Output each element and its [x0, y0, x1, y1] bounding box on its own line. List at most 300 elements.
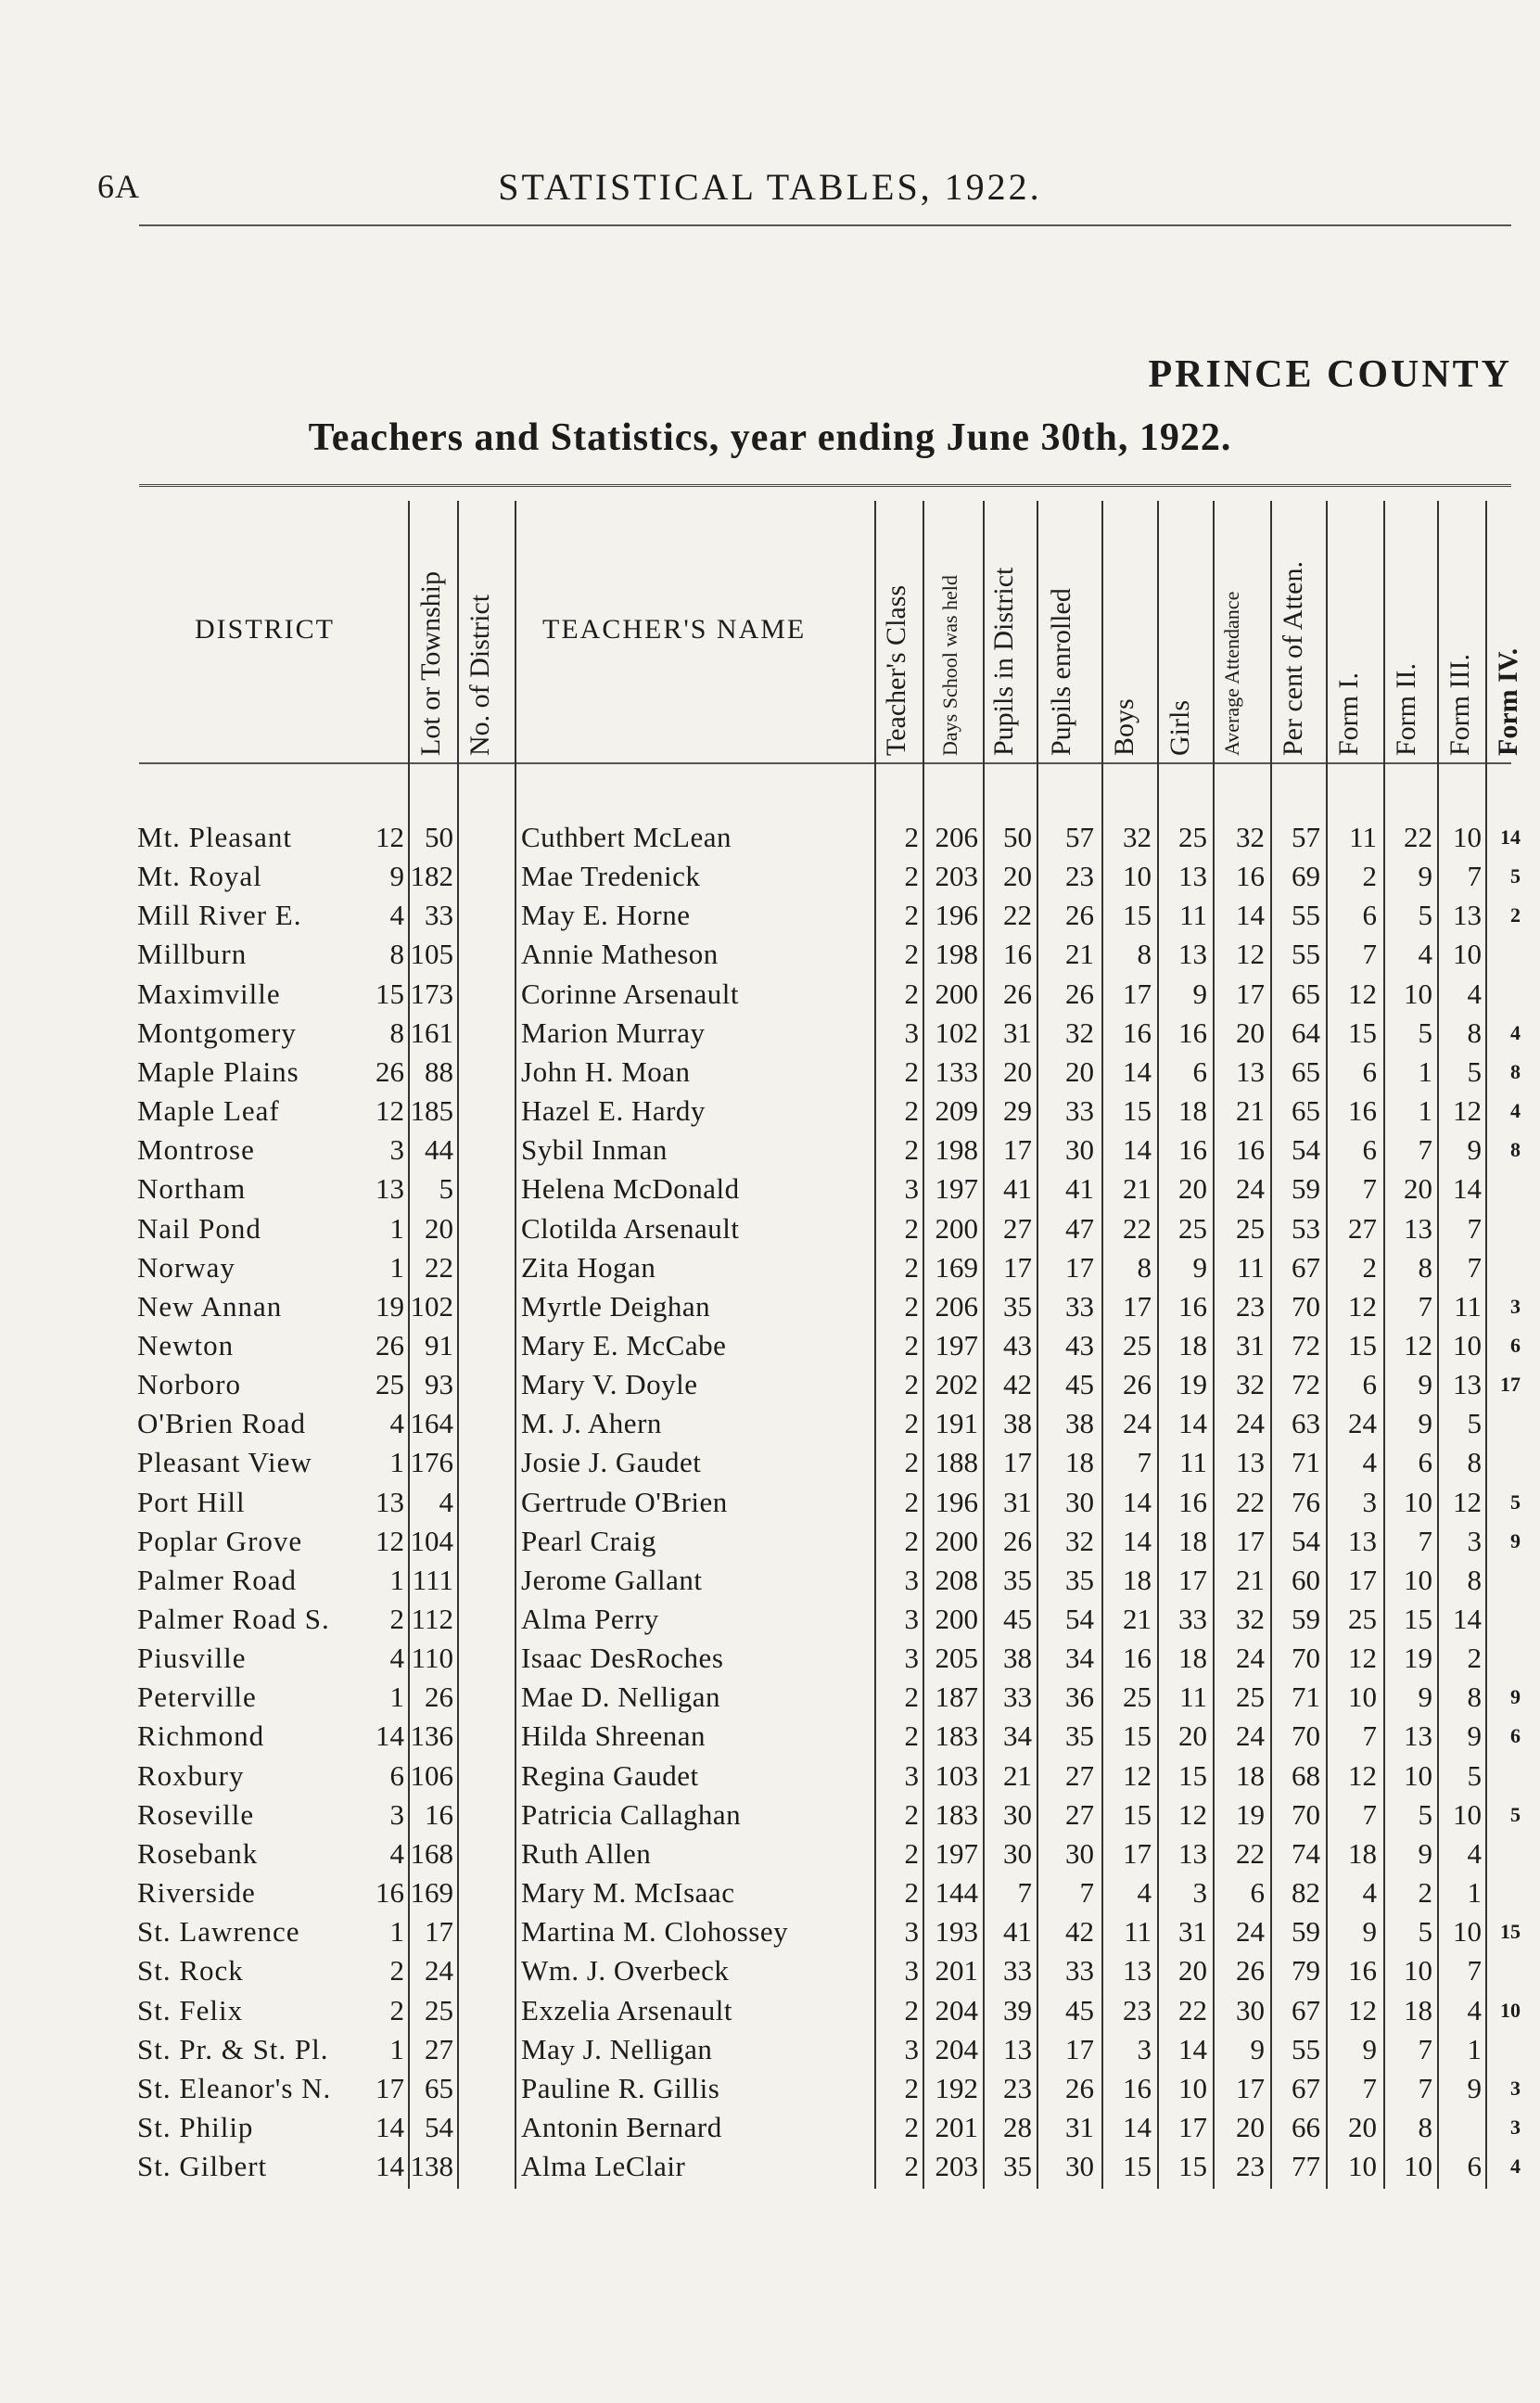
- cell-f2: 5: [1418, 1915, 1432, 1948]
- cell-pct: 67: [1292, 1994, 1320, 2026]
- cell-pupils: 43: [1003, 1329, 1032, 1361]
- cell-enrolled: 47: [1065, 1212, 1094, 1245]
- cell-avg: 24: [1236, 1719, 1265, 1752]
- cell-no: 164: [410, 1407, 453, 1439]
- cell-f1: 10: [1348, 1681, 1377, 1713]
- table-row: [0, 975, 1540, 1014]
- cell-days: 198: [935, 938, 978, 970]
- cell-f3: 4: [1467, 1994, 1482, 2026]
- cell-f2: 7: [1418, 1290, 1432, 1323]
- cell-class: 2: [904, 1798, 919, 1831]
- cell-avg: 24: [1236, 1915, 1265, 1948]
- cell-girls: 18: [1178, 1642, 1207, 1674]
- cell-f4: 2: [1510, 903, 1521, 927]
- cell-avg: 24: [1236, 1642, 1265, 1674]
- cell-pupils: 22: [1003, 899, 1032, 931]
- cell-pupils: 17: [1003, 1251, 1032, 1284]
- cell-f1: 20: [1348, 2111, 1377, 2143]
- cell-boys: 8: [1137, 938, 1152, 970]
- cell-avg: 17: [1236, 978, 1265, 1010]
- cell-teacher: Regina Gaudet: [521, 1759, 699, 1792]
- cell-pct: 67: [1292, 1251, 1320, 1284]
- cell-pupils: 31: [1003, 1016, 1032, 1049]
- cell-pct: 67: [1292, 2072, 1320, 2104]
- cell-f3: 7: [1467, 1212, 1482, 1245]
- cell-pct: 59: [1292, 1603, 1320, 1635]
- cell-lot: 9: [389, 860, 404, 892]
- cell-girls: 17: [1178, 1564, 1207, 1596]
- cell-enrolled: 41: [1065, 1172, 1094, 1205]
- cell-no: 4: [439, 1486, 453, 1518]
- cell-enrolled: 26: [1065, 978, 1094, 1010]
- cell-days: 201: [935, 1954, 978, 1987]
- cell-boys: 17: [1123, 978, 1152, 1010]
- cell-girls: 12: [1178, 1798, 1207, 1831]
- cell-district: Nail Pond: [137, 1212, 261, 1245]
- cell-district: St. Philip: [137, 2111, 254, 2143]
- cell-f3: 4: [1467, 1837, 1482, 1870]
- cell-f3: 10: [1453, 938, 1482, 970]
- cell-pupils: 30: [1003, 1837, 1032, 1870]
- table-row: [0, 935, 1540, 974]
- header-form3: Form III.: [1445, 654, 1475, 756]
- table-row: [0, 2030, 1540, 2069]
- cell-lot: 12: [375, 1525, 404, 1557]
- cell-pupils: 41: [1003, 1915, 1032, 1948]
- cell-pct: 70: [1292, 1719, 1320, 1752]
- cell-f4: 3: [1510, 2077, 1521, 2100]
- cell-f2: 7: [1418, 2072, 1432, 2104]
- cell-class: 2: [904, 860, 919, 892]
- cell-teacher: Mae Tredenick: [521, 860, 701, 892]
- cell-lot: 14: [375, 2150, 404, 2182]
- cell-boys: 14: [1123, 2111, 1152, 2143]
- cell-enrolled: 33: [1065, 1954, 1094, 1987]
- cell-girls: 15: [1178, 1759, 1207, 1792]
- cell-district: Port Hill: [137, 1486, 246, 1518]
- cell-pupils: 29: [1003, 1094, 1032, 1127]
- cell-boys: 3: [1137, 2033, 1152, 2065]
- cell-pct: 82: [1292, 1876, 1320, 1909]
- cell-district: Mt. Royal: [137, 860, 262, 892]
- cell-f3: 8: [1467, 1016, 1482, 1049]
- cell-pupils: 50: [1003, 821, 1032, 853]
- cell-f1: 6: [1362, 1055, 1377, 1088]
- table-row: [0, 1796, 1540, 1834]
- cell-enrolled: 17: [1065, 1251, 1094, 1284]
- cell-avg: 14: [1236, 899, 1265, 931]
- cell-days: 183: [935, 1798, 978, 1831]
- cell-teacher: Mary M. McIsaac: [521, 1876, 735, 1909]
- cell-f1: 7: [1362, 1172, 1377, 1205]
- cell-no: 185: [410, 1094, 453, 1127]
- header-lot: Lot or Township: [415, 570, 446, 756]
- cell-enrolled: 23: [1065, 860, 1094, 892]
- cell-no: 112: [411, 1603, 453, 1635]
- cell-f2: 10: [1404, 1486, 1432, 1518]
- cell-lot: 26: [375, 1329, 404, 1361]
- cell-district: New Annan: [137, 1290, 283, 1323]
- cell-f3: 3: [1467, 1525, 1482, 1557]
- cell-pupils: 45: [1003, 1603, 1032, 1635]
- cell-pct: 59: [1292, 1915, 1320, 1948]
- cell-class: 2: [904, 1290, 919, 1323]
- header-district: DISTRICT: [195, 614, 335, 645]
- cell-f2: 8: [1418, 2111, 1432, 2143]
- cell-f2: 19: [1404, 1642, 1432, 1674]
- cell-boys: 14: [1123, 1525, 1152, 1557]
- cell-teacher: Alma Perry: [521, 1603, 659, 1635]
- cell-f3: 10: [1453, 1915, 1482, 1948]
- cell-days: 204: [935, 2033, 978, 2065]
- cell-avg: 22: [1236, 1486, 1265, 1518]
- table-row: [0, 1912, 1540, 1951]
- cell-district: Poplar Grove: [137, 1525, 303, 1557]
- table-row: [0, 1092, 1540, 1131]
- cell-lot: 8: [389, 1016, 404, 1049]
- cell-days: 209: [935, 1094, 978, 1127]
- cell-class: 2: [904, 1055, 919, 1088]
- cell-pupils: 34: [1003, 1719, 1032, 1752]
- cell-f2: 10: [1404, 978, 1432, 1010]
- cell-girls: 6: [1192, 1055, 1207, 1088]
- cell-girls: 11: [1179, 1446, 1207, 1478]
- cell-no: 91: [425, 1329, 453, 1361]
- cell-f2: 12: [1404, 1329, 1432, 1361]
- cell-f3: 12: [1453, 1094, 1482, 1127]
- cell-f1: 13: [1348, 1525, 1377, 1557]
- cell-boys: 14: [1123, 1055, 1152, 1088]
- cell-pct: 77: [1292, 2150, 1320, 2182]
- cell-pupils: 28: [1003, 2111, 1032, 2143]
- cell-no: 22: [425, 1251, 453, 1284]
- cell-teacher: Martina M. Clohossey: [521, 1915, 789, 1948]
- cell-f2: 4: [1418, 938, 1432, 970]
- cell-district: Norway: [137, 1251, 235, 1284]
- cell-boys: 25: [1123, 1681, 1152, 1713]
- cell-enrolled: 35: [1065, 1719, 1094, 1752]
- cell-f3: 9: [1467, 1719, 1482, 1752]
- cell-no: 65: [425, 2072, 453, 2104]
- cell-class: 2: [904, 1407, 919, 1439]
- cell-avg: 24: [1236, 1172, 1265, 1205]
- table-row: [0, 1365, 1540, 1404]
- cell-pct: 55: [1292, 938, 1320, 970]
- cell-no: 24: [425, 1954, 453, 1987]
- cell-f1: 24: [1348, 1407, 1377, 1439]
- table-row: [0, 1639, 1540, 1678]
- cell-lot: 3: [389, 1133, 404, 1166]
- cell-avg: 23: [1236, 2150, 1265, 2182]
- cell-lot: 2: [389, 1603, 404, 1635]
- cell-f1: 17: [1348, 1564, 1377, 1596]
- cell-enrolled: 45: [1065, 1994, 1094, 2026]
- cell-pupils: 27: [1003, 1212, 1032, 1245]
- cell-f2: 5: [1418, 1016, 1432, 1049]
- cell-f1: 12: [1348, 1759, 1377, 1792]
- cell-f2: 13: [1404, 1719, 1432, 1752]
- cell-enrolled: 20: [1065, 1055, 1094, 1088]
- cell-pct: 54: [1292, 1525, 1320, 1557]
- cell-lot: 3: [389, 1798, 404, 1831]
- cell-f2: 22: [1404, 821, 1432, 853]
- cell-no: 161: [410, 1016, 453, 1049]
- cell-district: Palmer Road: [137, 1564, 297, 1596]
- cell-f1: 2: [1362, 860, 1377, 892]
- cell-f1: 25: [1348, 1603, 1377, 1635]
- cell-class: 2: [904, 1251, 919, 1284]
- cell-teacher: Isaac DesRoches: [521, 1642, 724, 1674]
- cell-teacher: Jerome Gallant: [521, 1564, 703, 1596]
- cell-class: 2: [904, 1719, 919, 1752]
- cell-teacher: Clotilda Arsenault: [521, 1212, 740, 1245]
- cell-days: 197: [935, 1837, 978, 1870]
- cell-teacher: Alma LeClair: [521, 2150, 686, 2182]
- header-avg: Average Attendance: [1220, 591, 1243, 756]
- cell-avg: 9: [1250, 2033, 1265, 2065]
- table-top-rule: [139, 484, 1511, 487]
- cell-days: 206: [935, 821, 978, 853]
- cell-girls: 18: [1178, 1525, 1207, 1557]
- table-row: [0, 1561, 1540, 1600]
- cell-pct: 65: [1292, 978, 1320, 1010]
- cell-district: St. Rock: [137, 1954, 244, 1987]
- cell-pct: 55: [1292, 2033, 1320, 2065]
- cell-f4: 4: [1510, 2154, 1521, 2178]
- cell-enrolled: 30: [1065, 1837, 1094, 1870]
- cell-f1: 18: [1348, 1837, 1377, 1870]
- cell-no: 169: [410, 1876, 453, 1909]
- cell-district: O'Brien Road: [137, 1407, 307, 1439]
- cell-pct: 68: [1292, 1759, 1320, 1792]
- cell-no: 20: [425, 1212, 453, 1245]
- cell-district: Maximville: [137, 978, 281, 1010]
- cell-no: 93: [425, 1368, 453, 1400]
- cell-days: 200: [935, 1525, 978, 1557]
- cell-lot: 14: [375, 1719, 404, 1752]
- cell-class: 2: [904, 2111, 919, 2143]
- cell-f2: 9: [1418, 1407, 1432, 1439]
- cell-lot: 1: [389, 1915, 404, 1948]
- cell-pct: 57: [1292, 821, 1320, 853]
- cell-f3: 7: [1467, 1954, 1482, 1987]
- cell-f1: 7: [1362, 1719, 1377, 1752]
- cell-f4: 5: [1510, 1803, 1521, 1826]
- table-row: [0, 1678, 1540, 1717]
- cell-boys: 12: [1123, 1759, 1152, 1792]
- cell-days: 203: [935, 860, 978, 892]
- cell-pupils: 35: [1003, 1564, 1032, 1596]
- cell-enrolled: 35: [1065, 1564, 1094, 1596]
- cell-pupils: 16: [1003, 938, 1032, 970]
- cell-f2: 9: [1418, 1681, 1432, 1713]
- running-head: STATISTICAL TABLES, 1922.: [498, 166, 1042, 208]
- cell-f2: 18: [1404, 1994, 1432, 2026]
- cell-lot: 1: [389, 2033, 404, 2065]
- table-row: [0, 1014, 1540, 1053]
- cell-f3: 7: [1467, 860, 1482, 892]
- cell-lot: 4: [389, 1407, 404, 1439]
- cell-pupils: 20: [1003, 1055, 1032, 1088]
- cell-f2: 1: [1418, 1055, 1432, 1088]
- cell-district: Richmond: [137, 1719, 265, 1752]
- cell-avg: 21: [1236, 1564, 1265, 1596]
- cell-f2: 5: [1418, 899, 1432, 931]
- cell-f1: 4: [1362, 1876, 1377, 1909]
- cell-boys: 15: [1123, 1798, 1152, 1831]
- cell-boys: 32: [1123, 821, 1152, 853]
- cell-pct: 63: [1292, 1407, 1320, 1439]
- cell-days: 133: [935, 1055, 978, 1088]
- cell-pct: 70: [1292, 1642, 1320, 1674]
- cell-avg: 26: [1236, 1954, 1265, 1987]
- cell-avg: 19: [1236, 1798, 1265, 1831]
- cell-f1: 12: [1348, 1290, 1377, 1323]
- cell-no: 54: [425, 2111, 453, 2143]
- cell-girls: 16: [1178, 1486, 1207, 1518]
- cell-district: Peterville: [137, 1681, 257, 1713]
- header-enrolled: Pupils enrolled: [1046, 588, 1076, 756]
- cell-boys: 21: [1123, 1172, 1152, 1205]
- cell-pct: 69: [1292, 860, 1320, 892]
- cell-enrolled: 27: [1065, 1759, 1094, 1792]
- cell-boys: 15: [1123, 2150, 1152, 2182]
- cell-teacher: Josie J. Gaudet: [521, 1446, 702, 1478]
- cell-district: Rosebank: [137, 1837, 259, 1870]
- cell-f4: 3: [1510, 1295, 1521, 1318]
- cell-class: 3: [904, 1172, 919, 1205]
- cell-f2: 1: [1418, 1094, 1432, 1127]
- cell-class: 3: [904, 2033, 919, 2065]
- cell-teacher: Patricia Callaghan: [521, 1798, 742, 1831]
- cell-pct: 72: [1292, 1329, 1320, 1361]
- cell-pct: 55: [1292, 899, 1320, 931]
- cell-f4: 9: [1510, 1529, 1521, 1553]
- cell-f2: 20: [1404, 1172, 1432, 1205]
- cell-days: 208: [935, 1564, 978, 1596]
- cell-boys: 26: [1123, 1368, 1152, 1400]
- cell-pct: 71: [1292, 1446, 1320, 1478]
- cell-f3: 1: [1467, 2033, 1482, 2065]
- cell-f2: 7: [1418, 2033, 1432, 2065]
- cell-no: 33: [425, 899, 453, 931]
- cell-enrolled: 57: [1065, 821, 1094, 853]
- cell-class: 3: [904, 1759, 919, 1792]
- cell-no: 26: [425, 1681, 453, 1713]
- cell-days: 200: [935, 1603, 978, 1635]
- header-form4: Form IV.: [1493, 647, 1523, 756]
- cell-avg: 20: [1236, 1016, 1265, 1049]
- cell-enrolled: 17: [1065, 2033, 1094, 2065]
- cell-lot: 13: [375, 1172, 404, 1205]
- cell-girls: 18: [1178, 1094, 1207, 1127]
- cell-girls: 16: [1178, 1290, 1207, 1323]
- table-row: [0, 2069, 1540, 2108]
- cell-f3: 8: [1467, 1564, 1482, 1596]
- cell-avg: 22: [1236, 1837, 1265, 1870]
- cell-f3: 10: [1453, 1798, 1482, 1831]
- cell-boys: 18: [1123, 1564, 1152, 1596]
- cell-f2: 6: [1418, 1446, 1432, 1478]
- cell-f2: 13: [1404, 1212, 1432, 1245]
- cell-teacher: Pearl Craig: [521, 1525, 656, 1557]
- cell-f2: 9: [1418, 1368, 1432, 1400]
- cell-pupils: 26: [1003, 978, 1032, 1010]
- cell-district: Montrose: [137, 1133, 255, 1166]
- cell-lot: 15: [375, 978, 404, 1010]
- cell-avg: 13: [1236, 1446, 1265, 1478]
- cell-pct: 54: [1292, 1133, 1320, 1166]
- cell-girls: 25: [1178, 821, 1207, 853]
- cell-f3: 12: [1453, 1486, 1482, 1518]
- cell-class: 2: [904, 1094, 919, 1127]
- cell-class: 2: [904, 1133, 919, 1166]
- cell-girls: 19: [1178, 1368, 1207, 1400]
- cell-teacher: Mary V. Doyle: [521, 1368, 698, 1400]
- header-pct: Per cent of Atten.: [1278, 561, 1308, 756]
- cell-class: 3: [904, 1603, 919, 1635]
- cell-days: 187: [935, 1681, 978, 1713]
- cell-pct: 66: [1292, 2111, 1320, 2143]
- cell-boys: 15: [1123, 899, 1152, 931]
- table-row: [0, 1991, 1540, 2030]
- cell-avg: 25: [1236, 1212, 1265, 1245]
- cell-enrolled: 54: [1065, 1603, 1094, 1635]
- cell-f2: 10: [1404, 1954, 1432, 1987]
- cell-f2: 7: [1418, 1133, 1432, 1166]
- cell-lot: 19: [375, 1290, 404, 1323]
- cell-enrolled: 34: [1065, 1642, 1094, 1674]
- cell-f1: 15: [1348, 1329, 1377, 1361]
- cell-no: 102: [410, 1290, 453, 1323]
- cell-avg: 25: [1236, 1681, 1265, 1713]
- cell-f1: 15: [1348, 1016, 1377, 1049]
- cell-f3: 9: [1467, 2072, 1482, 2104]
- cell-girls: 13: [1178, 938, 1207, 970]
- cell-teacher: Myrtle Deighan: [521, 1290, 711, 1323]
- cell-no: 5: [439, 1172, 453, 1205]
- cell-class: 2: [904, 1368, 919, 1400]
- cell-girls: 20: [1178, 1172, 1207, 1205]
- cell-pupils: 35: [1003, 1290, 1032, 1323]
- cell-f1: 7: [1362, 938, 1377, 970]
- cell-class: 3: [904, 1016, 919, 1049]
- cell-girls: 9: [1192, 978, 1207, 1010]
- cell-pupils: 21: [1003, 1759, 1032, 1792]
- header-girls: Girls: [1165, 700, 1195, 756]
- cell-pupils: 7: [1017, 1876, 1032, 1909]
- header-form1: Form I.: [1333, 672, 1364, 756]
- cell-lot: 6: [389, 1759, 404, 1792]
- table-row: [0, 1131, 1540, 1170]
- cell-days: 205: [935, 1642, 978, 1674]
- cell-pupils: 31: [1003, 1486, 1032, 1518]
- cell-pct: 76: [1292, 1486, 1320, 1518]
- table-row: [0, 1404, 1540, 1443]
- cell-lot: 1: [389, 1564, 404, 1596]
- cell-boys: 24: [1123, 1407, 1152, 1439]
- cell-teacher: Zita Hogan: [521, 1251, 656, 1284]
- cell-avg: 16: [1236, 860, 1265, 892]
- cell-class: 2: [904, 1994, 919, 2026]
- cell-district: Riverside: [137, 1876, 256, 1909]
- cell-avg: 32: [1236, 1368, 1265, 1400]
- cell-district: Montgomery: [137, 1016, 297, 1049]
- cell-lot: 17: [375, 2072, 404, 2104]
- cell-avg: 18: [1236, 1759, 1265, 1792]
- cell-f4: 15: [1500, 1920, 1521, 1943]
- cell-no: 104: [410, 1525, 453, 1557]
